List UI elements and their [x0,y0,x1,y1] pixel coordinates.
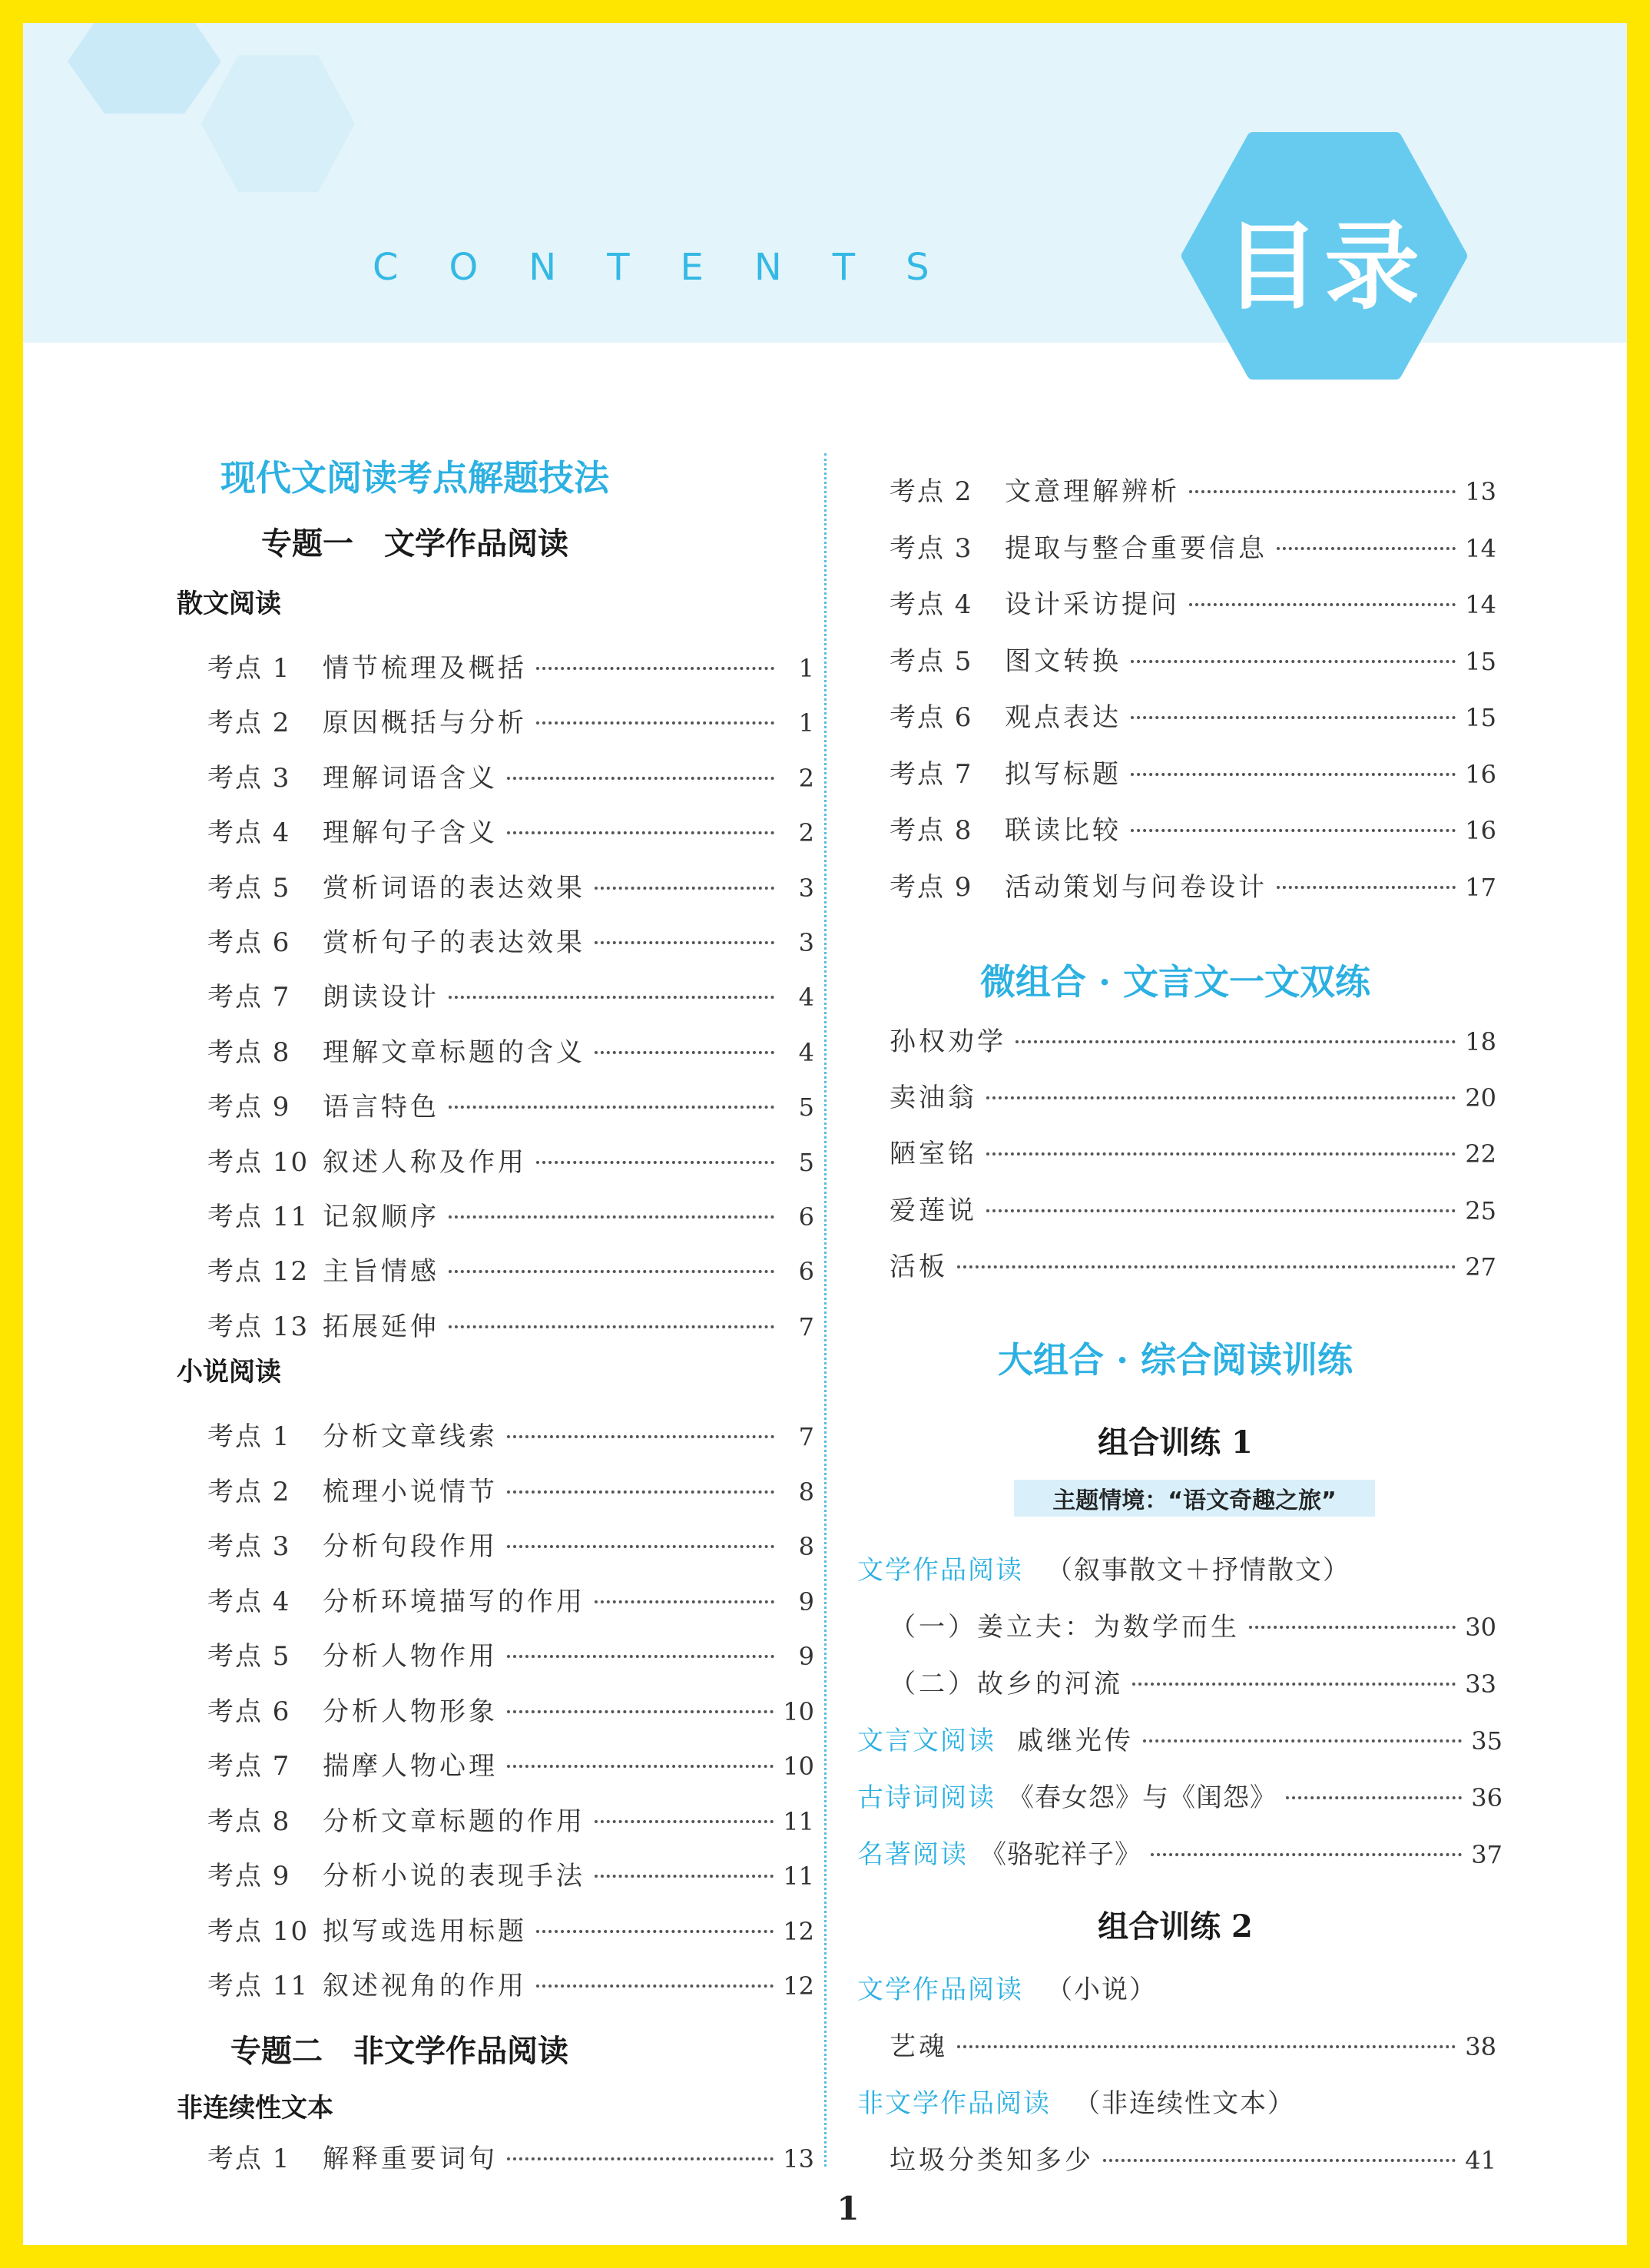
toc-entry[interactable] [207,1745,814,1782]
entry-title: 叙述视角的作用 [323,1971,527,2001]
entry-title: 情节梳理及概括 [323,653,527,684]
subheading-sanwen: 散文阅读 [177,589,281,619]
leader-dots [536,667,774,670]
entry-title: 拟写或选用标题 [323,1915,527,1947]
entry-page: 20 [1465,1083,1496,1113]
train2-title: 组合训练 2 [1098,1908,1253,1945]
entry-title: 陋室铭 [890,1139,977,1170]
entry-kaodian: 考点 2 [207,1476,291,1507]
entry-page: 17 [1465,872,1496,902]
entry-kaodian: 考点 3 [207,1531,291,1562]
toc-entry[interactable] [890,640,1496,678]
entry-kaodian: 考点 2 [890,476,973,507]
toc-entry[interactable] [890,1189,1496,1227]
leader-dots [595,1820,774,1823]
leader-dots [449,1270,774,1273]
subheading-feilianxu: 非连续性文本 [177,2093,333,2124]
toc-entry[interactable] [207,1471,814,1508]
t1-lit-header [857,1549,1350,1587]
entry-page: 18 [1465,1027,1496,1056]
entry-title: 卖油翁 [890,1083,977,1114]
leader-dots [449,1325,774,1328]
leader-dots [1249,1626,1456,1629]
toc-entry[interactable] [890,2025,1496,2063]
t1-gsc-row[interactable] [857,1776,1503,1814]
entry-kaodian: 考点 8 [207,1805,291,1837]
section-title-modern-reading: 现代文阅读考点解题技法 [220,457,609,499]
t2-fw-note: （非连续性文本） [1074,2088,1295,2119]
toc-entry[interactable] [207,921,814,959]
entry-title: 提取与整合重要信息 [1005,532,1267,564]
subheading-xiaoshuo: 小说阅读 [177,1357,281,1388]
entry-kaodian: 考点 10 [207,1146,310,1178]
entry-page: 2 [798,818,814,848]
t2-lit-label: 文学作品阅读 [857,1975,1023,2005]
entry-title: 艺魂 [890,2031,948,2062]
t1-gsc-title: 《春女怨》与《闺怨》 [1008,1782,1277,1813]
entry-kaodian: 考点 7 [207,982,291,1013]
toc-entry[interactable] [890,696,1496,734]
leader-dots [1143,1739,1462,1742]
entry-title: 观点表达 [1005,702,1122,733]
entry-page: 22 [1465,1139,1496,1169]
toc-entry[interactable] [207,1525,814,1563]
entry-kaodian: 考点 6 [207,927,291,958]
entry-title: 联读比较 [1005,815,1122,846]
entry-kaodian: 考点 2 [207,708,291,739]
toc-entry[interactable] [890,1606,1496,1643]
leader-dots [986,1209,1456,1212]
leader-dots [507,1655,774,1658]
entry-kaodian: 考点 12 [207,1256,310,1288]
entry-title: 理解词语含义 [323,762,498,794]
toc-entry[interactable] [207,1910,814,1948]
leader-dots [449,1215,774,1219]
entry-page: 11 [783,1806,814,1836]
leader-dots [1189,603,1456,606]
entry-kaodian: 考点 9 [207,1861,291,1892]
entry-title: 赏析句子的表达效果 [323,927,585,958]
t1-lit-note: （叙事散文＋抒情散文） [1046,1555,1350,1586]
toc-entry[interactable] [890,583,1496,621]
entry-title: 原因概括与分析 [323,708,527,739]
leader-dots [507,1765,774,1768]
entry-page: 4 [798,1037,814,1067]
toc-entry[interactable] [207,867,814,904]
entry-title: 活动策划与问卷设计 [1005,871,1267,903]
entry-page: 1 [798,708,814,738]
t2-lit-note: （小说） [1046,1975,1157,2005]
entry-page: 16 [1465,816,1496,845]
entry-kaodian: 考点 7 [207,1751,291,1782]
toc-entry[interactable] [207,1141,814,1179]
theme-label: 主题情境：“语文奇趣之旅” [1052,1487,1337,1514]
entry-kaodian: 考点 6 [890,702,973,733]
micro-combo-title: 微组合 · 文言文一文双练 [979,961,1371,1003]
entry-kaodian: 考点 3 [207,762,291,794]
entry-page: 2 [798,763,814,793]
leader-dots [449,1106,774,1109]
t1-wyw-page: 35 [1471,1726,1503,1756]
entry-page: 14 [1465,590,1496,619]
entry-title: 朗读设计 [323,982,439,1013]
contents-heading: CONTENTS [373,246,980,289]
entry-kaodian: 考点 8 [890,815,973,846]
toc-entry[interactable] [890,809,1496,847]
entry-kaodian: 考点 4 [207,1586,291,1617]
leader-dots [536,1930,774,1933]
topic2-title: 专题二 非文学作品阅读 [230,2034,568,2069]
entry-page: 33 [1465,1670,1496,1699]
entry-page: 30 [1465,1613,1496,1642]
toc-entry[interactable] [207,757,814,794]
entry-page: 3 [798,928,814,957]
leader-dots [1151,1853,1462,1856]
leader-dots [1132,1683,1456,1686]
leader-dots [536,721,774,724]
entry-page: 5 [798,1093,814,1122]
toc-entry[interactable] [207,1305,814,1343]
toc-entry[interactable] [890,1020,1496,1058]
toc-entry[interactable] [890,866,1496,904]
t1-wyw-label: 文言文阅读 [857,1726,996,1756]
leader-dots [1103,2159,1456,2162]
entry-title: 分析文章线索 [323,1421,498,1452]
entry-page: 13 [1465,477,1496,506]
topic1-title: 专题一 文学作品阅读 [261,526,568,562]
toc-entry[interactable] [890,2139,1496,2177]
entry-kaodian: 考点 1 [207,1421,291,1452]
leader-dots [986,1152,1456,1156]
leader-dots [536,1984,774,1988]
toc-entry[interactable] [207,1800,814,1838]
toc-entry[interactable] [207,1635,814,1673]
entry-kaodian: 考点 10 [207,1915,310,1947]
t2-fw-header [857,2082,1295,2120]
leader-dots [507,2157,774,2160]
toc-entry[interactable] [890,753,1496,791]
leader-dots [595,1051,774,1054]
entry-title: 解释重要词句 [323,2144,498,2174]
entry-kaodian: 考点 8 [207,1036,291,1068]
t1-wyw-row[interactable] [857,1719,1503,1757]
entry-title: 理解文章标题的含义 [323,1036,585,1068]
entry-page: 11 [783,1862,814,1891]
entry-title: 理解句子含义 [323,817,498,849]
toc-entry[interactable] [207,1855,814,1892]
leader-dots [1016,1040,1456,1043]
column-divider [824,453,827,2167]
leader-dots [507,1710,774,1713]
entry-page: 7 [798,1422,814,1451]
t1-mz-row[interactable] [857,1833,1503,1871]
entry-page: 27 [1465,1252,1496,1282]
leader-dots [595,1600,774,1603]
entry-title: 分析句段作用 [323,1531,498,1562]
leader-dots [1277,886,1456,889]
decorative-hexagon-icon [201,55,355,192]
toc-entry[interactable] [890,1245,1496,1283]
toc-entry[interactable] [207,647,814,685]
leader-dots [957,2045,1456,2048]
entry-title: 赏析词语的表达效果 [323,872,585,904]
leader-dots [507,831,774,834]
entry-kaodian: 考点 6 [207,1696,291,1727]
entry-page: 7 [798,1311,814,1341]
entry-title: 拓展延伸 [323,1311,439,1342]
entry-title: 分析小说的表现手法 [323,1861,585,1892]
entry-page: 1 [798,654,814,683]
t1-mz-page: 37 [1471,1840,1503,1869]
leader-dots [536,1161,774,1164]
toc-entry[interactable] [207,1690,814,1728]
toc-entry[interactable] [890,1076,1496,1114]
entry-title: 主旨情感 [323,1256,439,1288]
t1-wyw-title: 戚继光传 [1017,1726,1134,1756]
t1-lit-label: 文学作品阅读 [857,1555,1023,1586]
entry-title: 设计采访提问 [1005,589,1180,620]
entry-kaodian: 考点 13 [207,1311,310,1342]
entry-kaodian: 考点 1 [207,653,291,684]
leader-dots [1131,829,1456,832]
toc-entry[interactable] [890,527,1496,565]
entry-kaodian: 考点 9 [207,1092,291,1123]
entry-kaodian: 考点 5 [890,645,973,677]
toc-entry[interactable] [207,1086,814,1123]
leader-dots [1189,490,1456,493]
toc-entry[interactable] [207,811,814,849]
entry-page: 8 [798,1532,814,1561]
leader-dots [595,887,774,890]
toc-entry[interactable] [207,2137,814,2175]
entry-title: 梳理小说情节 [323,1476,498,1507]
entry-title: （一）姜立夫：为数学而生 [890,1612,1240,1643]
t2-fw-label: 非文学作品阅读 [857,2088,1051,2119]
t2-lit-header [857,1968,1157,2006]
entry-title: 拟写标题 [1005,758,1122,790]
page-number: 1 [837,2190,860,2227]
leader-dots [1286,1796,1462,1799]
toc-entry[interactable] [207,1415,814,1453]
entry-page: 38 [1465,2032,1496,2061]
leader-dots [1277,547,1456,550]
entry-title: 分析人物形象 [323,1696,498,1727]
leader-dots [507,777,774,780]
entry-page: 6 [798,1202,814,1232]
entry-page: 15 [1465,646,1496,676]
entry-page: 13 [783,2144,814,2174]
toc-entry[interactable] [207,1195,814,1233]
entry-page: 4 [798,983,814,1013]
toc-entry[interactable] [890,470,1496,508]
leader-dots [957,1265,1456,1268]
entry-page: 15 [1465,703,1496,732]
leader-dots [507,1490,774,1494]
mulu-title: 目录 [1224,212,1424,323]
entry-kaodian: 考点 11 [207,1971,310,2001]
entry-page: 8 [798,1477,814,1507]
t1-gsc-page: 36 [1471,1783,1503,1812]
entry-page: 41 [1465,2146,1496,2175]
train1-title: 组合训练 1 [1098,1424,1253,1461]
toc-entry[interactable] [207,1031,814,1069]
entry-page: 12 [783,1971,814,2001]
t1-gsc-label: 古诗词阅读 [857,1782,996,1813]
entry-title: 垃圾分类知多少 [890,2145,1094,2176]
entry-title: 分析人物作用 [323,1641,498,1672]
entry-page: 16 [1465,759,1496,789]
leader-dots [595,1875,774,1878]
toc-entry[interactable] [207,1580,814,1618]
entry-page: 10 [783,1752,814,1781]
leader-dots [449,996,774,999]
entry-page: 12 [783,1916,814,1946]
toc-entry[interactable] [890,1663,1496,1700]
entry-page: 6 [798,1257,814,1287]
entry-title: 语言特色 [323,1092,439,1123]
leader-dots [1131,773,1456,776]
leader-dots [595,941,774,944]
leader-dots [1131,660,1456,663]
entry-page: 3 [798,873,814,903]
entry-page: 5 [798,1147,814,1177]
entry-kaodian: 考点 1 [207,2144,291,2174]
entry-title: 揣摩人物心理 [323,1751,498,1782]
leader-dots [1131,716,1456,719]
entry-title: 分析环境描写的作用 [323,1586,585,1617]
entry-page: 10 [783,1696,814,1726]
entry-page: 14 [1465,533,1496,563]
entry-title: 文意理解辨析 [1005,476,1180,507]
toc-entry[interactable] [207,701,814,739]
entry-title: 爱莲说 [890,1195,977,1226]
entry-title: 叙述人称及作用 [323,1146,527,1178]
entry-kaodian: 考点 11 [207,1202,310,1232]
entry-kaodian: 考点 4 [207,817,291,849]
entry-page: 9 [798,1642,814,1671]
entry-kaodian: 考点 7 [890,758,973,790]
entry-title: 图文转换 [1005,645,1122,677]
entry-title: 记叙顺序 [323,1202,439,1232]
toc-entry[interactable] [207,976,814,1013]
entry-kaodian: 考点 3 [890,532,973,564]
decorative-hexagon-icon [68,23,221,120]
macro-combo-title: 大组合 · 综合阅读训练 [997,1339,1353,1381]
entry-kaodian: 考点 9 [890,871,973,903]
toc-entry[interactable] [207,1965,814,2002]
toc-entry[interactable] [207,1250,814,1288]
leader-dots [507,1435,774,1438]
entry-kaodian: 考点 5 [207,872,291,904]
leader-dots [507,1545,774,1548]
toc-entry[interactable] [890,1132,1496,1170]
entry-title: （二）故乡的河流 [890,1669,1123,1699]
entry-kaodian: 考点 5 [207,1641,291,1672]
t1-mz-title: 《骆驼祥子》 [980,1839,1141,1870]
entry-title: 活板 [890,1251,948,1282]
leader-dots [986,1096,1456,1099]
paper [23,23,1627,2245]
entry-title: 孙权劝学 [890,1026,1006,1057]
entry-page: 9 [798,1587,814,1616]
t1-mz-label: 名著阅读 [857,1839,968,1870]
entry-title: 分析文章标题的作用 [323,1805,585,1837]
entry-page: 25 [1465,1195,1496,1225]
entry-kaodian: 考点 4 [890,589,973,620]
